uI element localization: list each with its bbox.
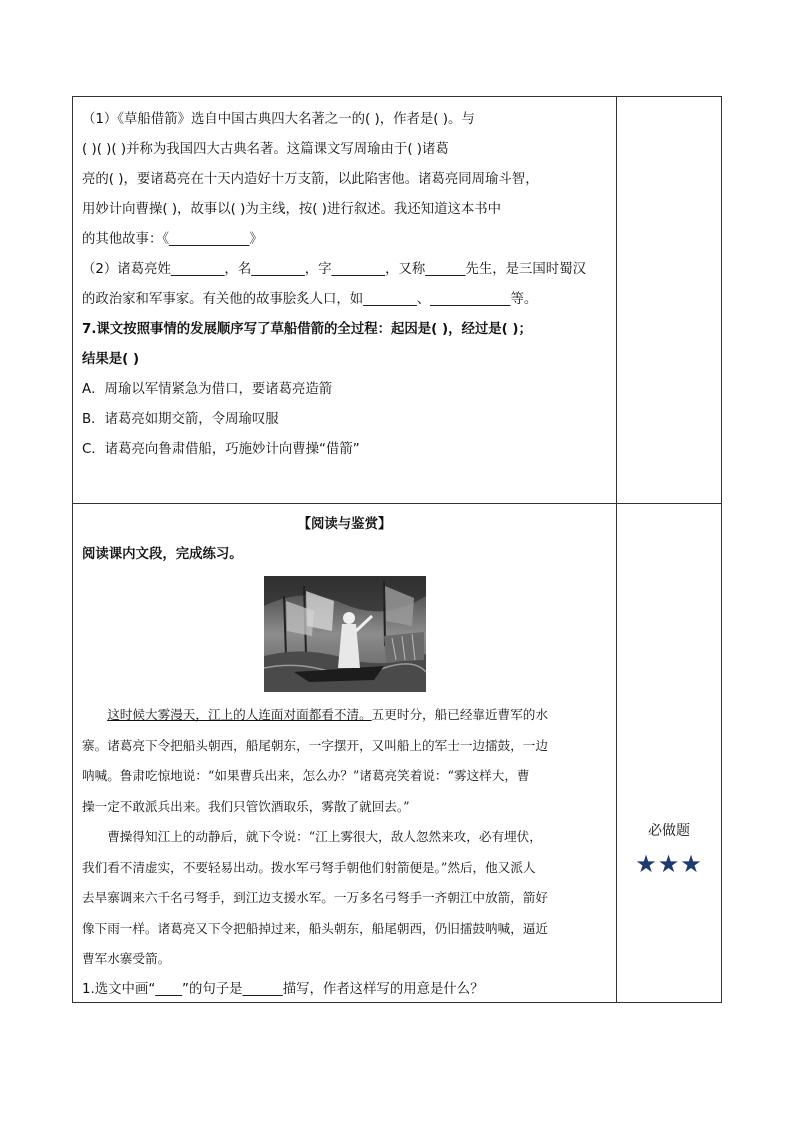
option-b: B．诸葛亮如期交箭，令周瑜叹服 [82,412,279,427]
question-7: 7.课文按照事情的发展顺序写了草船借箭的全过程：起因是( )，经过是( )； [82,322,532,337]
instruction: 阅读课内文段，完成练习。 [82,547,243,562]
text-line: ( )( )( )并称为我国四大古典名著。这篇课文写周瑜由于( )诸葛 [82,142,449,157]
star-rating: ★★★ [635,850,703,878]
passage-line: 寨。诸葛亮下令把船头朝西，船尾朝东，一字摆开，又叫船上的军士一边擂鼓，一边 [82,737,548,753]
passage-paragraph-2 [82,822,607,975]
text-line: 的其他故事：《____________》 [82,232,263,247]
passage-line: 曹军水寨受箭。 [82,951,171,966]
option-c: C．诸葛亮向鲁肃借船，巧施妙计向曹操“借箭” [82,442,360,457]
required-label: 必做题 [648,823,690,839]
passage-line: 像下雨一样。诸葛亮又下令把船掉过来，船头朝东，船尾朝西，仍旧擂鼓呐喊，逼近 [82,920,548,936]
fill-in-section [73,97,616,503]
sentence-continuation: 五更时分，船已经靠近曹军的水 [371,707,548,722]
text-line: 的政治家和军事家。有关他的故事脍炙人口，如________、____________等。 [82,292,538,307]
boat-illustration [264,576,426,692]
passage-line: 去旱寨调来六千名弓弩手，到江边支援水军。一万多名弓弩手一齐朝江中放箭，箭好 [82,890,548,905]
underlined-sentence: 这时候大雾漫天，江上的人连面对面都看不清。 [107,707,372,722]
option-a: A．周瑜以军情紧急为借口，要诸葛亮造箭 [82,382,333,397]
passage-line [82,700,607,731]
passage-line: 操一定不敢派兵出来。我们只管饮酒取乐，雾散了就回去。” [82,798,410,814]
text-line: （1）《草船借箭》选自中国古典四大名著之一的( )，作者是( )。与 [82,112,475,127]
passage-paragraph-1 [82,700,607,822]
reading-section [73,504,616,1004]
text-line: 用妙计向曹操( )，故事以( )为主线，按( )进行叙述。我还知道这本书中 [82,202,502,217]
passage-line: 我们看不清虚实，不要轻易出动。拨水军弓弩手朝他们射箭便是。”然后，他又派人 [82,859,536,875]
question-1: 1.选文中画“____”的句子是______描写，作者这样写的用意是什么？ [82,981,484,997]
side-column [617,504,721,1004]
text-line: （2）诸葛亮姓________，名________，字________，又称______先生，是三国时蜀汉 [82,262,586,277]
passage-line-start: 曹操得知江上的动静后，就下令说：“江上雾很大，敌人忽然来攻，必有埋伏， [107,829,542,844]
text-line: 亮的( )，要诸葛亮在十天内造好十万支箭，以此陷害他。诸葛亮同周瑜斗智， [82,172,539,187]
passage-line [82,822,607,853]
question-7-result: 结果是( ) [82,352,140,367]
passage-line: 呐喊。鲁肃吃惊地说：“如果曹兵出来，怎么办？”诸葛亮笑着说：“雾这样大，曹 [82,768,530,783]
worksheet-table [72,96,722,1003]
section-title: 【阅读与鉴赏】 [297,517,392,532]
